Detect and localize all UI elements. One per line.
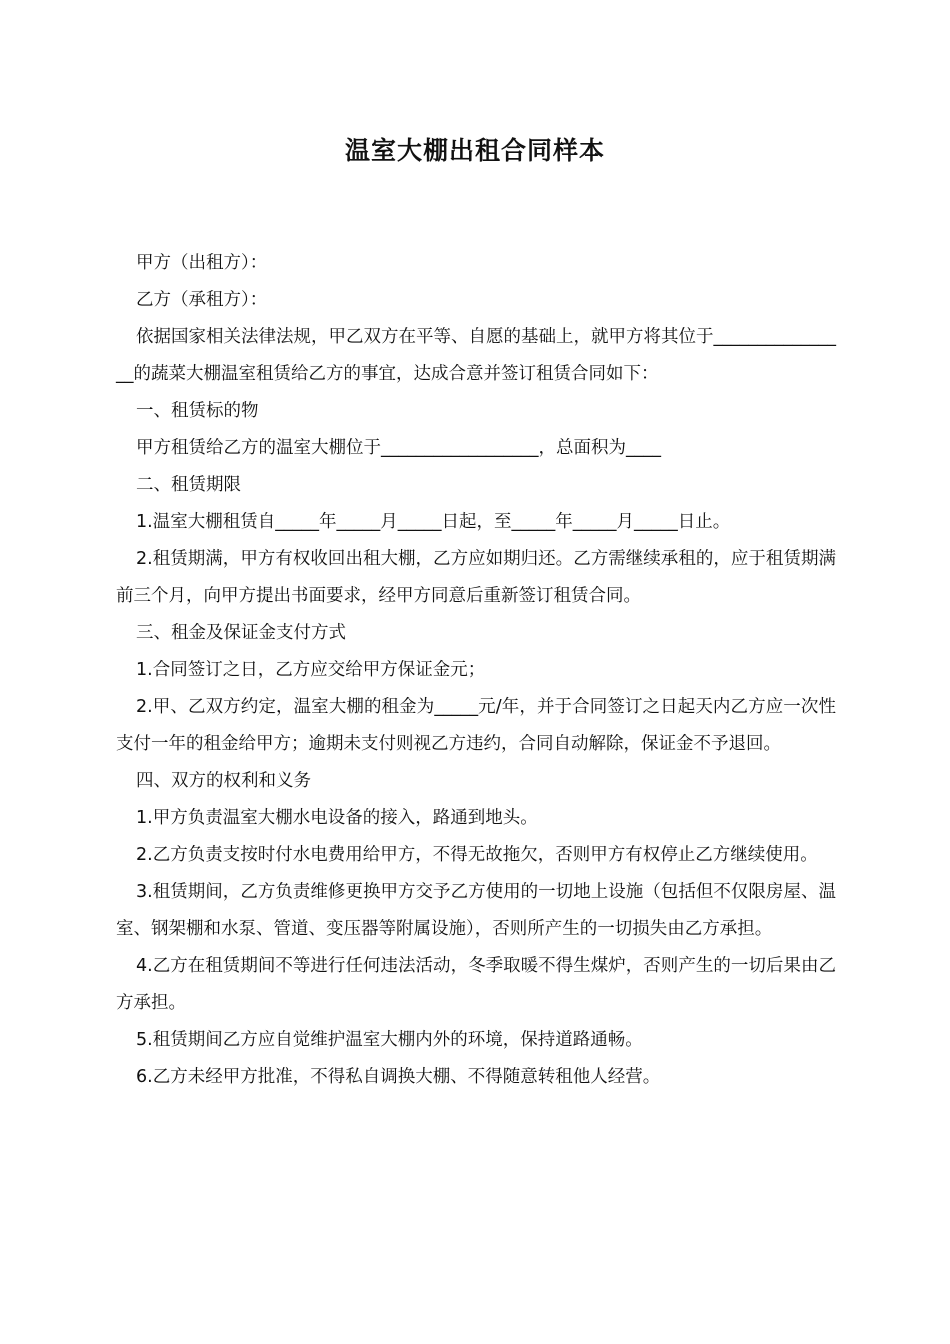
clause-paragraph: 1.甲方负责温室大棚水电设备的接入，路通到地头。	[136, 808, 538, 828]
section-heading-2: 二、租赁期限	[136, 475, 241, 495]
document-body	[116, 245, 836, 1096]
clause-paragraph: 1.温室大棚租赁自_____年_____月_____日起，至_____年_____月_____日止。	[136, 512, 731, 532]
clause-paragraph: 2.乙方负责支按时付水电费用给甲方，不得无故拖欠，否则甲方有权停止乙方继续使用。	[136, 845, 818, 865]
clause-paragraph: 3.租赁期间，乙方负责维修更换甲方交予乙方使用的一切地上设施（包括但不仅限房屋、温室、钢架棚和水泵、管道、变压器等附属设施），否则所产生的一切损失由乙方承担。	[116, 882, 836, 939]
clause-paragraph: 6.乙方未经甲方批准，不得私自调换大棚、不得随意转租他人经营。	[136, 1067, 661, 1087]
document-title: 温室大棚出租合同样本	[344, 136, 605, 165]
section-heading-3: 三、租金及保证金支付方式	[136, 623, 346, 643]
clause-paragraph: 1.合同签订之日，乙方应交给甲方保证金元；	[136, 660, 486, 680]
clause-paragraph: 4.乙方在租赁期间不等进行任何违法活动，冬季取暖不得生煤炉，否则产生的一切后果由乙方承担。	[116, 956, 836, 1013]
clause-paragraph: 甲方租赁给乙方的温室大棚位于__________________，总面积为____	[136, 438, 661, 458]
party-b-line: 乙方（承租方）：	[136, 290, 268, 310]
clause-paragraph: 5.租赁期间乙方应自觉维护温室大棚内外的环境，保持道路通畅。	[136, 1030, 643, 1050]
preamble-paragraph: 依据国家相关法律法规，甲乙双方在平等、自愿的基础上，就甲方将其位于________________的蔬菜大棚温室租赁给乙方的事宜，达成合意并签订租赁合同如下：	[116, 327, 836, 384]
clause-paragraph: 2.租赁期满，甲方有权收回出租大棚，乙方应如期归还。乙方需继续承租的，应于租赁期满前三个月，向甲方提出书面要求，经甲方同意后重新签订租赁合同。	[116, 549, 836, 606]
section-heading-4: 四、双方的权利和义务	[136, 771, 311, 791]
clause-paragraph: 2.甲、乙双方约定，温室大棚的租金为_____元/年，并于合同签订之日起天内乙方应一次性支付一年的租金给甲方；逾期未支付则视乙方违约，合同自动解除，保证金不予退回。	[116, 697, 836, 754]
section-heading-1: 一、租赁标的物	[136, 401, 259, 421]
party-a-line: 甲方（出租方）：	[136, 253, 268, 273]
